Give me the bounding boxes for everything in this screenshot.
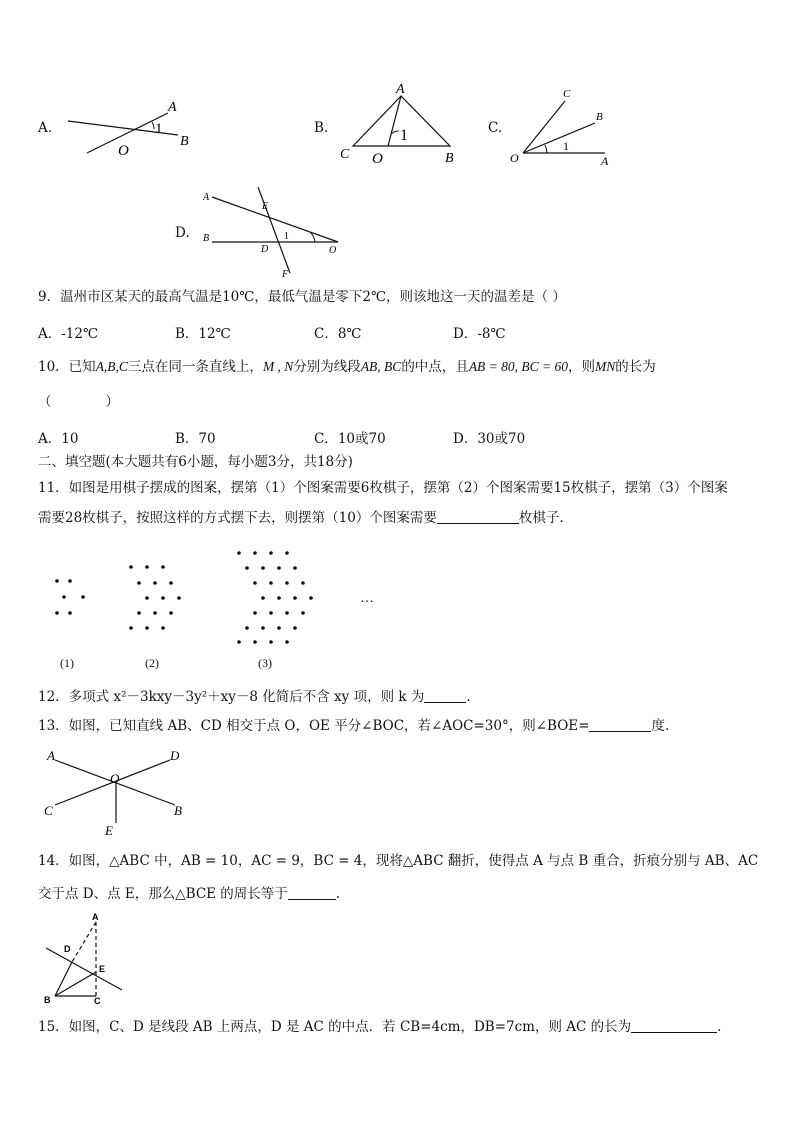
q11-ellipsis: …	[360, 591, 374, 606]
q9-option-c-text: 8℃	[337, 326, 362, 342]
q10-math-segments: AB, BC	[360, 359, 402, 374]
q13-answer-blank[interactable]	[589, 717, 651, 732]
fig8d-label-e: E	[262, 201, 269, 212]
q10-option-c-text: 10或70	[337, 431, 386, 447]
question-12	[38, 687, 471, 707]
question-11-line-2	[38, 508, 564, 528]
fig8d-label-d: D	[261, 244, 269, 255]
figure-8b	[335, 78, 465, 168]
q10-option-b-key: B．	[175, 431, 199, 447]
q11-caption-2: (2)	[145, 656, 159, 670]
question-14-line-2	[38, 884, 340, 904]
fig13-label-c: C	[44, 803, 53, 818]
fig8a-label-o: O	[118, 143, 129, 159]
q10-option-c	[314, 427, 386, 447]
question-10-stem	[38, 357, 656, 377]
q9-option-a-text: -12℃	[61, 326, 99, 342]
fig13-label-b: B	[174, 803, 182, 818]
q13-unit: 度.	[651, 718, 670, 734]
q10-option-b-text: 70	[198, 431, 216, 447]
q10-math-abc: A,B,C	[95, 359, 128, 374]
q11-text-after-blank: 枚棋子.	[518, 510, 564, 526]
fig14-label-e: E	[99, 964, 106, 974]
fig8b-label-c: C	[340, 147, 350, 162]
q10-math-target: MN	[595, 359, 616, 374]
q11-answer-blank[interactable]	[437, 509, 519, 524]
fig14-label-c: C	[94, 996, 101, 1005]
q10-text-3: 分别为线段	[293, 359, 361, 375]
q10-math-lengths: AB = 80, BC = 60	[468, 359, 569, 374]
fig14-label-a: A	[92, 912, 99, 922]
fig8c-label-a: A	[601, 154, 609, 165]
fig8b-label-1: 1	[400, 127, 408, 144]
q10-option-d-key: D．	[453, 431, 478, 447]
fig8d-label-f: F	[282, 269, 289, 280]
q14-period: .	[335, 886, 341, 902]
q10-option-a	[38, 427, 78, 447]
fig8d-label-1: 1	[284, 231, 289, 242]
option-b-label: B.	[314, 120, 329, 136]
fig8c-label-o: O	[510, 151, 519, 165]
q15-text: 15．如图，C、D 是线段 AB 上两点，D 是 AC 的中点．若 CB=4cm，DB=7cm，则 AC 的长为	[38, 1019, 632, 1035]
figure-8a	[60, 95, 200, 160]
section-2-heading: 二、填空题(本大题共有6小题，每小题3分，共18分)	[38, 454, 353, 470]
q13-text: 13．如图，已知直线 AB、CD 相交于点 O，OE 平分∠BOC，若∠AOC=30°，则∠BOE=	[38, 718, 590, 734]
question-15	[38, 1017, 721, 1037]
fig8a-label-1: 1	[155, 121, 163, 137]
q9-option-b	[175, 322, 231, 342]
figure-8d	[198, 185, 348, 280]
option-d-label: D.	[175, 225, 190, 241]
fig8b-label-b: B	[445, 151, 454, 166]
q9-option-a-key: A．	[38, 326, 62, 342]
question-14-line-1: 14．如图，△ABC 中，AB = 10，AC = 9，BC = 4，现将△ABC 翻折，使得点 A 与点 B 重合，折痕分别与 AB、AC	[38, 853, 759, 869]
fig8c-label-c: C	[563, 88, 571, 100]
fig8c-label-1: 1	[563, 139, 569, 153]
fig8d-label-o: O	[329, 245, 337, 256]
q15-answer-blank[interactable]	[631, 1018, 717, 1033]
q9-option-d-key: D．	[453, 326, 478, 342]
fig8a-label-a: A	[168, 100, 177, 115]
q11-text-before-blank: 需要28枚棋子，按照这样的方式摆下去，则摆第（10）个图案需要	[38, 510, 437, 526]
q10-text-5: ，则	[568, 359, 596, 375]
q12-period: .	[466, 689, 471, 705]
q10-text-2: 三点在同一条直线上，	[127, 359, 263, 375]
option-c-label: C.	[488, 120, 503, 136]
q10-text-1: 10．已知	[38, 359, 96, 375]
fig8a-label-b: B	[180, 134, 189, 149]
q12-text: 12．多项式 x²－3kxy－3y²＋xy－8 化简后不含 xy 项，则 k 为	[38, 689, 425, 705]
q11-caption-3: (3)	[258, 656, 272, 670]
q9-option-d-text: -8℃	[477, 326, 506, 342]
fig8b-label-o: O	[372, 151, 383, 167]
q10-math-mn: M , N	[262, 359, 294, 374]
fig14-label-d: D	[64, 944, 71, 954]
figure-11-dot-patterns	[40, 545, 380, 675]
q14-answer-blank[interactable]	[288, 885, 336, 900]
q10-text-6: 的长为	[615, 359, 656, 375]
q11-caption-1: (1)	[60, 656, 74, 670]
q10-option-d	[453, 427, 525, 447]
q9-option-b-text: 12℃	[198, 326, 231, 342]
figure-8c	[505, 85, 620, 165]
q10-option-a-text: 10	[61, 431, 79, 447]
q9-option-b-key: B．	[175, 326, 199, 342]
q9-option-c-key: C．	[314, 326, 338, 342]
fig13-label-d: D	[170, 748, 180, 763]
option-a-label: A.	[38, 120, 53, 136]
fig8d-label-b: B	[203, 233, 210, 244]
fig14-label-b: B	[44, 995, 51, 1005]
figure-14-triangle-fold	[38, 910, 133, 1005]
fig13-label-e: E	[105, 823, 113, 838]
fig8c-label-b: B	[596, 111, 603, 123]
fig13-label-a: A	[47, 748, 55, 763]
fig8b-label-a: A	[396, 82, 405, 97]
q10-option-d-text: 30或70	[477, 431, 526, 447]
q14-text-before-blank: 交于点 D、点 E，那么△BCE 的周长等于	[38, 886, 288, 902]
q12-answer-blank[interactable]	[424, 688, 466, 703]
question-11-line-1: 11．如图是用棋子摆成的图案，摆第（1）个图案需要6枚棋子，摆第（2）个图案需要15枚棋子，摆第（3）个图案	[38, 480, 728, 496]
q10-option-c-key: C．	[314, 431, 338, 447]
fig13-label-o: O	[110, 771, 120, 786]
q10-option-b	[175, 427, 216, 447]
q9-option-d	[453, 322, 506, 342]
question-10-paren: （ ）	[38, 394, 119, 410]
question-9-stem: 9．温州市区某天的最高气温是10℃，最低气温是零下2℃，则该地这一天的温差是（ ）	[38, 289, 566, 305]
figure-13-intersecting-lines	[40, 745, 195, 840]
q10-text-4: 的中点，且	[401, 359, 469, 375]
q9-option-a	[38, 322, 98, 342]
fig8d-label-a: A	[203, 192, 210, 203]
q9-option-c	[314, 322, 362, 342]
q10-option-a-key: A．	[38, 431, 62, 447]
question-13	[38, 716, 669, 736]
q15-period: .	[717, 1019, 722, 1035]
